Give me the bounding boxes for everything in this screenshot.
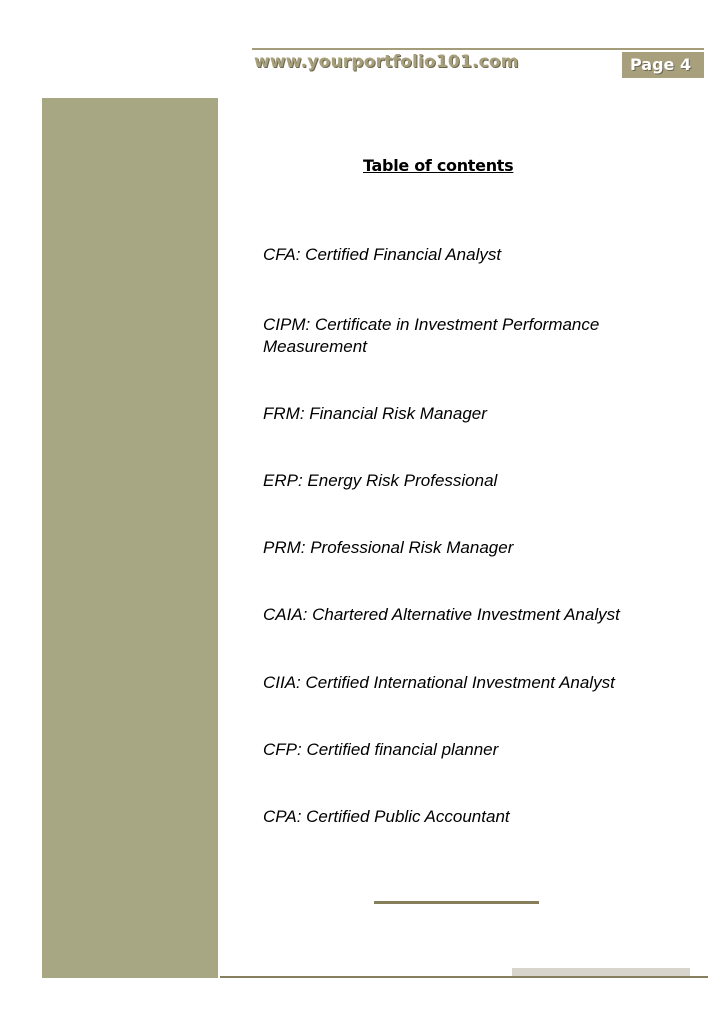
toc-item: ERP: Energy Risk Professional: [263, 471, 498, 490]
toc-item: CIIA: Certified International Investment Analyst: [263, 673, 615, 692]
toc-item: CPA: Certified Public Accountant: [263, 807, 510, 826]
page-header: [252, 48, 704, 78]
toc-item: CAIA: Chartered Alternative Investment Analyst: [263, 605, 620, 624]
toc-item: CFP: Certified financial planner: [263, 740, 499, 759]
page-number-box: [622, 52, 704, 78]
site-url: www.yourportfolio101.com: [254, 52, 519, 72]
toc-title: Table of contents: [363, 156, 514, 175]
page-number: Page 4: [630, 55, 692, 74]
toc-item: FRM: Financial Risk Manager: [263, 404, 487, 423]
footer-rule: [220, 976, 708, 978]
toc-item: CIPM: Certificate in Investment Performance Measurement: [263, 315, 600, 356]
sidebar-band: [42, 98, 218, 978]
toc-item: CFA: Certified Financial Analyst: [263, 245, 502, 264]
toc-item: PRM: Professional Risk Manager: [263, 538, 514, 557]
header-rule: [252, 48, 704, 50]
section-divider: [374, 901, 539, 904]
